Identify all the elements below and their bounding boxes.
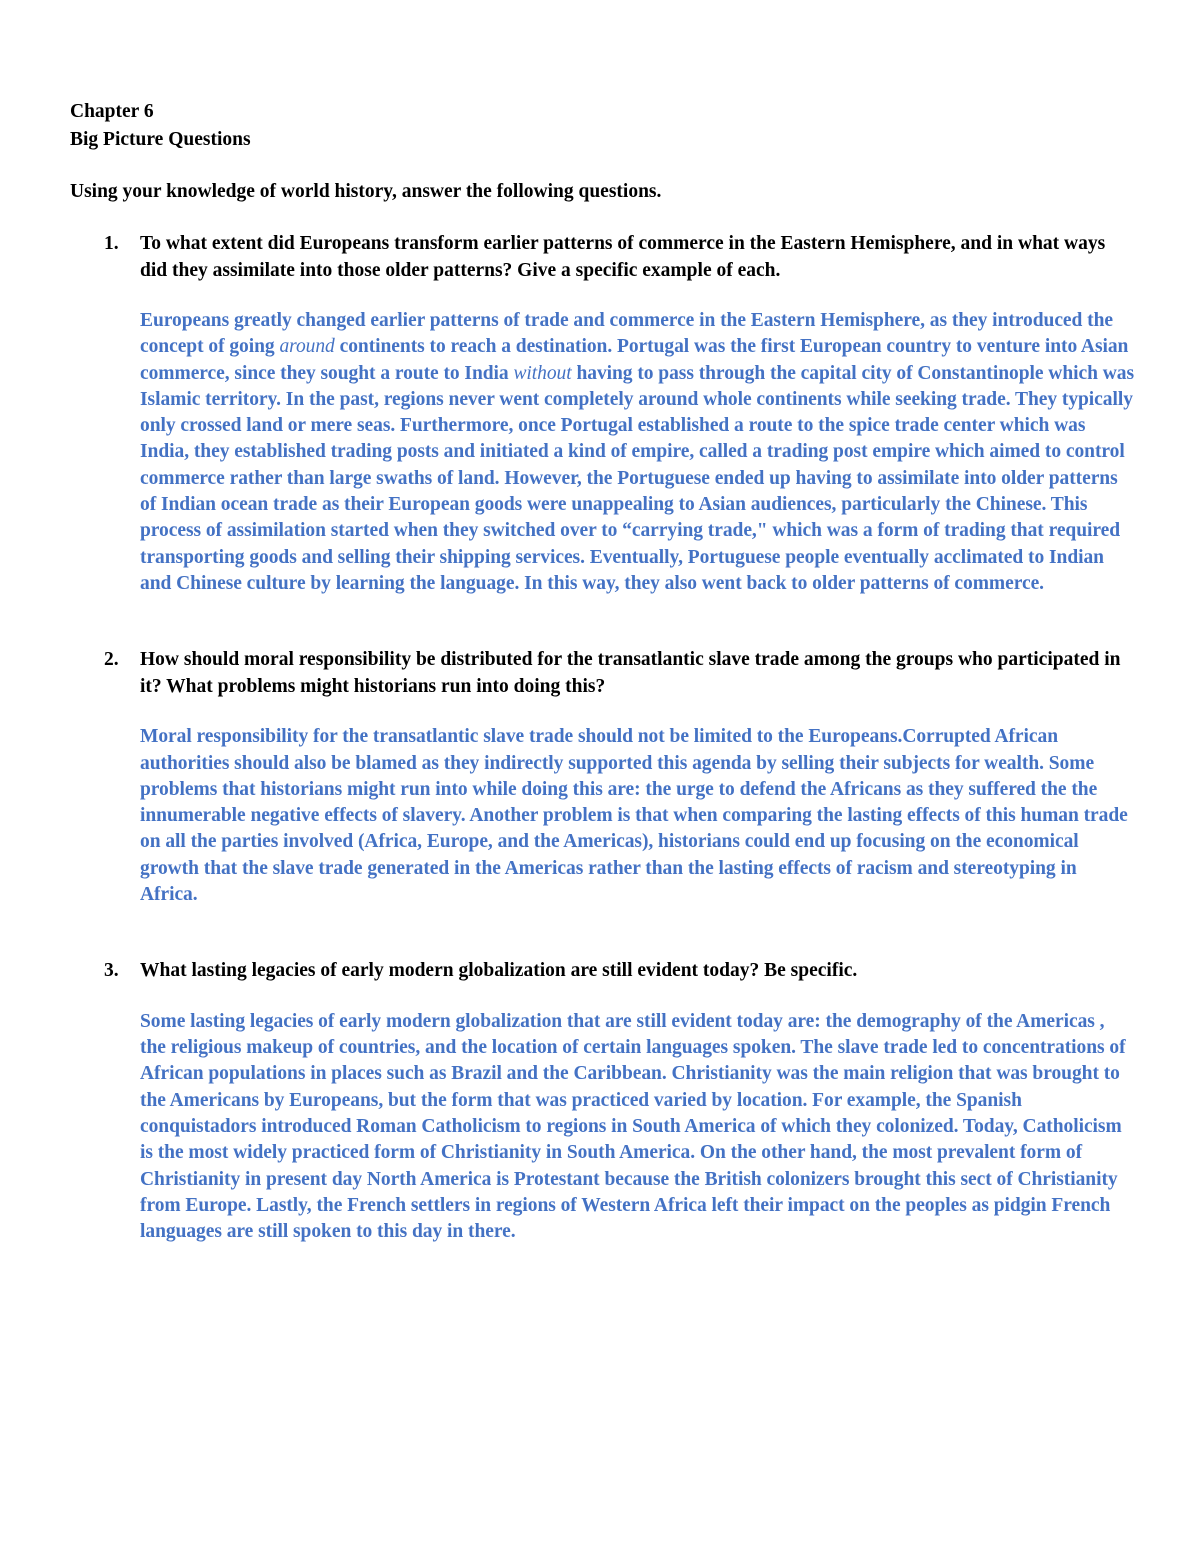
question-number: 2. <box>104 649 119 671</box>
question-text: How should moral responsibility be distributed for the transatlantic slave trade among the groups who participated in it? What problems might historians run into doing this? <box>140 649 1121 697</box>
answer-text: Moral responsibility for the transatlantic slave trade should not be limited to the Europeans.Corrupted African authorities should also be blamed as they indirectly supported this agenda by selling their subjects for wealth. Some problems that historians might run into while doing this are: the urge to defend the Africans as they suffered the the innumerable negative effects of slavery. Another problem is that when comparing the lasting effects of this human trade on all the parties involved (Africa, Europe, and the Americas), historians could end up focusing on the economical growth that the slave trade generated in the Americas rather than the lasting effects of racism and stereotyping in Africa. <box>140 726 1128 906</box>
question-text: To what extent did Europeans transform earlier patterns of commerce in the Eastern Hemisphere, and in what ways did they assimilate into those older patterns? Give a specific example of each. <box>140 233 1106 281</box>
question-item <box>70 231 1135 597</box>
answer-emphasis: around <box>279 336 335 358</box>
document-subtitle: Big Picture Questions <box>70 129 251 150</box>
answer-text: Some lasting legacies of early modern globalization that are still evident today are: the demography of the Americas , the religious makeup of countries, and the location of certain languages spoken. The slave trade led to concentrations of African populations in places such as Brazil and the Caribbean. Christianity was the main religion that was brought to the Americans by Europeans, but the form that was practiced varied by location. For example, the Spanish conquistadors introduced Roman Catholicism to regions in South America of which they colonized. Today, Catholicism is the most widely practiced form of Christianity in South America. On the other hand, the most prevalent form of Christianity in present day North America is Protestant because the British colonizers brought this sect of Christianity from Europe. Lastly, the French settlers in regions of Western Africa left their impact on the peoples as pidgin French languages are still spoken to this day in there. <box>140 1010 1126 1243</box>
answer-segment: having to pass through the capital city of Constantinople which was Islamic territory. In the past, regions never went completely around whole continents while seeking trade. They typically only crossed land or mere seas. Furthermore, once Portugal established a route to the spice trade center which was India, they established trading posts and initiated a kind of empire, called a trading post empire which aimed to control commerce rather than large swaths of land. However, the Portuguese ended up having to assimilate into older patterns of Indian ocean trade as their European goods were unappealing to Asian audiences, particularly the Chinese. This process of assimilation started when they switched over to “carrying trade," which was a form of trading that required transporting goods and selling their shipping services. Eventually, Portuguese people eventually acclimated to Indian and Chinese culture by learning the language. In this way, they also went back to older patterns of commerce. <box>140 362 1134 594</box>
document-page <box>70 98 1135 1246</box>
chapter-title: Chapter 6 <box>70 101 154 122</box>
answer-segment: continents to reach a destination. Portugal was the first European country to venture into Asian commerce, since they sought a route to India <box>140 336 1129 384</box>
question-number: 3. <box>104 960 119 982</box>
question-number: 1. <box>104 233 119 254</box>
answer-segment: Europeans greatly changed earlier patterns of trade and commerce in the Eastern Hemisphere, as they introduced the concept of going <box>140 310 1114 358</box>
question-item <box>70 647 1135 908</box>
question-item <box>70 958 1135 1245</box>
answer-emphasis: without <box>513 362 572 384</box>
instructions-text: Using your knowledge of world history, answer the following questions. <box>70 181 662 202</box>
question-text: What lasting legacies of early modern globalization are still evident today? Be specific. <box>140 960 858 982</box>
answer-text <box>140 308 1135 597</box>
